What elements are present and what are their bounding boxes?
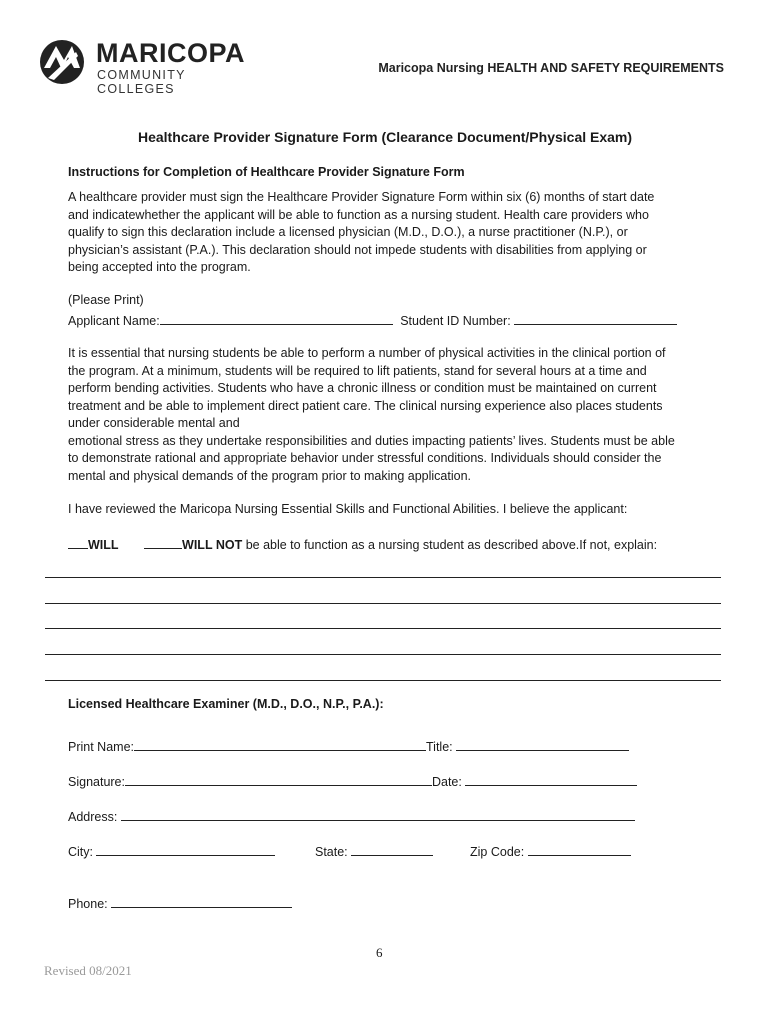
paragraph-line: treatment and be able to implement direct patient care. The clinical nursing experience also places students [68,398,663,413]
will-not-label: WILL NOT [182,538,243,552]
explain-line-3[interactable] [45,628,721,629]
signature-row [68,772,637,792]
form-title: Healthcare Provider Signature Form (Clearance Document/Physical Exam) [137,129,633,145]
paragraph-line: the program. At a minimum, students will be required to lift patients, stand for several hours at a time and [68,363,647,378]
signature-field[interactable] [125,772,432,786]
zip-field[interactable] [528,842,631,856]
explain-line-5[interactable] [45,680,721,681]
revised-date: Revised 08/2021 [44,963,132,978]
applicant-name-label: Applicant Name: [68,314,160,328]
applicant-name-field[interactable] [160,311,393,325]
applicant-row [68,311,677,331]
address-row [68,807,635,827]
paragraph-line: emotional stress as they undertake responsibilities and duties impacting patients’ lives. Students must be able [68,433,675,448]
zip-label: Zip Code: [470,845,525,859]
will-not-checkbox-line[interactable] [144,536,182,549]
paragraph-line: It is essential that nursing students be able to perform a number of physical activities in the clinical portion of [68,346,666,360]
paragraph-line: A healthcare provider must sign the Healthcare Provider Signature Form within six (6) months of start date [68,190,655,204]
state-field[interactable] [351,842,433,856]
maricopa-logo-icon [38,38,86,86]
instructions-paragraph [68,189,698,277]
title-field[interactable] [456,737,629,751]
paragraph-line: perform bending activities. Students who have a chronic illness or condition must be maintained on current [68,381,657,395]
date-field[interactable] [465,772,637,786]
logo-subtitle: COMMUNITY COLLEGES [97,68,186,96]
essential-skills-paragraph [68,345,698,485]
address-label: Address: [68,810,118,824]
city-row [68,842,275,862]
logo-name: MARICOPA [96,38,245,68]
state-row [315,842,433,862]
explain-line-4[interactable] [45,654,721,655]
explain-line-2[interactable] [45,603,721,604]
paragraph-line: physician’s assistant (P.A.). This declaration should not impede students with disabilities from applying or [68,242,647,257]
student-id-label: Student ID Number: [400,314,511,328]
please-print-note: (Please Print) [68,293,144,307]
explain-line-1[interactable] [45,577,721,578]
print-name-row [68,737,629,757]
print-name-label: Print Name: [68,740,134,754]
instructions-heading: Instructions for Completion of Healthcare Provider Signature Form [68,165,465,179]
examiner-heading: Licensed Healthcare Examiner (M.D., D.O., N.P., P.A.): [68,697,384,711]
page-number: 6 [376,945,383,960]
signature-label: Signature: [68,775,125,789]
address-field[interactable] [121,807,635,821]
maricopa-logo [38,38,268,96]
reviewed-statement: I have reviewed the Maricopa Nursing Essential Skills and Functional Abilities. I believe the applicant: [68,502,628,516]
phone-field[interactable] [111,894,292,908]
paragraph-line: under considerable mental and [68,416,240,430]
state-label: State: [315,845,348,859]
paragraph-line: qualify to sign this declaration include a licensed physician (M.D., D.O.), a nurse practitioner (N.P.), or [68,225,628,239]
student-id-field[interactable] [514,311,677,325]
document-header-title: Maricopa Nursing HEALTH AND SAFETY REQUIREMENTS [378,61,724,75]
title-label: Title: [426,740,453,754]
phone-label: Phone: [68,897,108,911]
paragraph-line: to demonstrate rational and appropriate behavior under stressful conditions. Individuals should consider the [68,451,662,465]
will-label: WILL [88,538,119,552]
city-field[interactable] [96,842,275,856]
paragraph-line: being accepted into the program. [68,260,251,274]
paragraph-line: mental and physical demands of the program prior to making application. [68,468,471,483]
city-label: City: [68,845,93,859]
date-label: Date: [431,775,462,789]
paragraph-line: and indicatewhether the applicant will be able to function as a nursing student. Health care providers who [68,207,649,222]
print-name-field[interactable] [134,737,426,751]
zip-row [470,842,631,862]
phone-row [68,894,292,914]
will-checkbox-line[interactable] [68,536,88,549]
will-row [68,536,657,555]
will-suffix-text: be able to function as a nursing student as described above.If not, explain: [242,538,658,552]
